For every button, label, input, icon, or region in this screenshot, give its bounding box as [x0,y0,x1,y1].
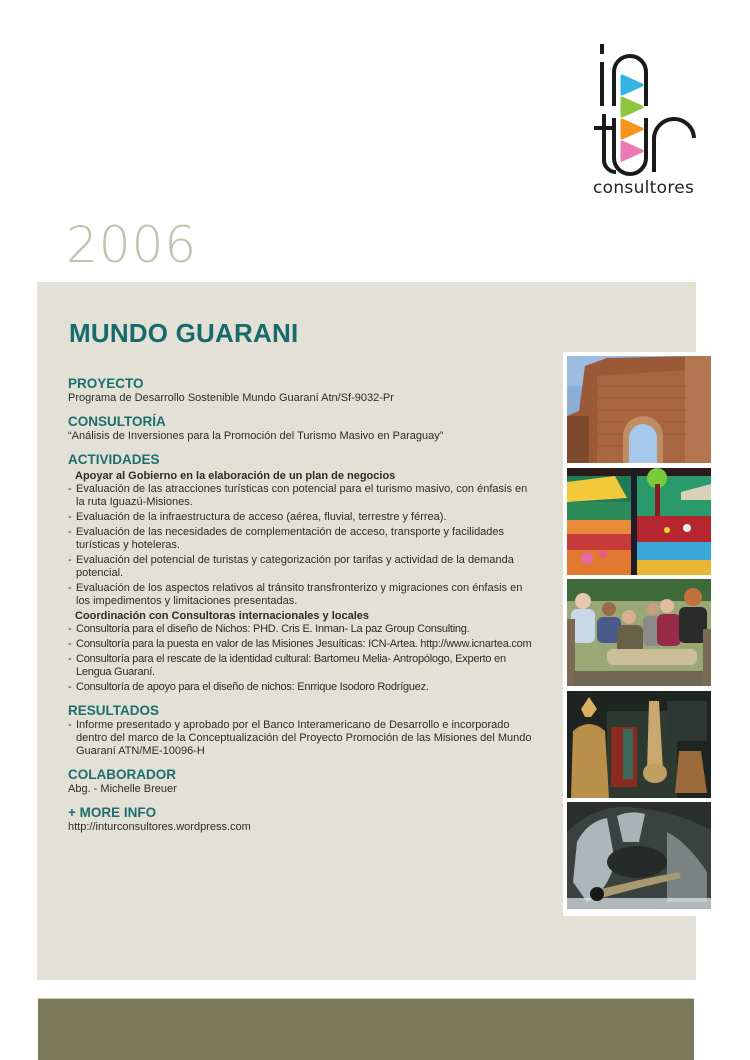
subsection-heading: Coordinación con Consultoras internacionales y locales [75,610,370,622]
section-heading: + MORE INFO [68,805,157,820]
section-more-info [68,805,538,834]
photo-waterfall [567,802,711,909]
list-item: - Consultoría para el diseño de Nichos: PHD. Cris E. Inman- La paz Group Consulting. [68,623,470,635]
section-text: Abg. - Michelle Breuer [68,783,177,795]
list-item: - Evaluación de las necesidades de complementación de acceso, transporte y facilidades turísticas y hoteleras. [68,526,505,551]
section-heading: COLABORADOR [68,767,176,782]
list-item: - Consultoría para la puesta en valor de las Misiones Jesuíticas: ICN-Artea. http://www.icnartea.com [68,638,532,650]
list-item: - Consultoría de apoyo para el diseño de nichos: Enrrique Isodoro Rodríguez. [68,681,429,693]
section-proyecto [68,376,538,405]
section-heading: CONSULTORÍA [68,414,166,429]
section-consultoria [68,414,538,443]
section-colaborador [68,767,538,796]
intur-logo-mark [590,40,710,180]
section-heading: PROYECTO [68,376,144,391]
subsection-heading: Apoyar al Gobierno en la elaboración de un plan de negocios [75,470,396,482]
project-details [68,376,538,843]
more-info-link[interactable]: http://inturconsultores.wordpress.com [68,821,251,833]
list-item: - Consultoría para el rescate de la identidad cultural: Bartomeu Melia- Antropólogo, Experto en Lengua Guaraní. [68,653,506,678]
intur-logo [590,40,710,200]
photo-mission-ruins [567,356,711,463]
section-resultados [68,703,538,758]
list-item: - Informe presentado y aprobado por el Banco Interamericano de Desarrollo e incorporado dentro del marco de la Conceptualización del Proyecto Promoción de las Misiones del Mundo Guaraní ATN/ME-10096-H [68,719,532,757]
section-heading: ACTIVIDADES [68,452,160,467]
photo-tourist-group [567,579,711,686]
list-item: - Evaluación del potencial de turistas y categorización por tarifas y actividad de la demanda potencial. [68,554,514,579]
photo-guarani-textile [567,468,711,575]
footer-band [38,998,694,1060]
project-title: MUNDO GUARANI [69,318,299,348]
list-item: - Evaluación de las atracciones turísticas con potencial para el turismo masivo, con énfasis en la ruta Iguazú-Misiones. [68,483,528,508]
list-item: - Evaluación de los aspectos relativos al tránsito transfronterizo y migraciones con énfasis en los impedimentos y limitaciones presentadas. [68,582,523,607]
photo-craft-display [567,691,711,798]
section-text: “Análisis de Inversiones para la Promoción del Turismo Masivo en Paraguay” [68,430,444,442]
section-heading: RESULTADOS [68,703,159,718]
coordination-list [68,623,538,694]
section-actividades [68,452,538,694]
photo-strip [563,352,716,916]
results-list [68,719,538,758]
section-text: Programa de Desarrollo Sostenible Mundo Guaraní Atn/Sf-9032-Pr [68,392,394,404]
logo-subtitle: consultores [593,178,695,198]
year-heading: 2006 [66,216,198,274]
list-item: - Evaluación de la infraestructura de acceso (aérea, fluvial, terrestre y férrea). [68,511,447,523]
activity-list [68,483,538,608]
